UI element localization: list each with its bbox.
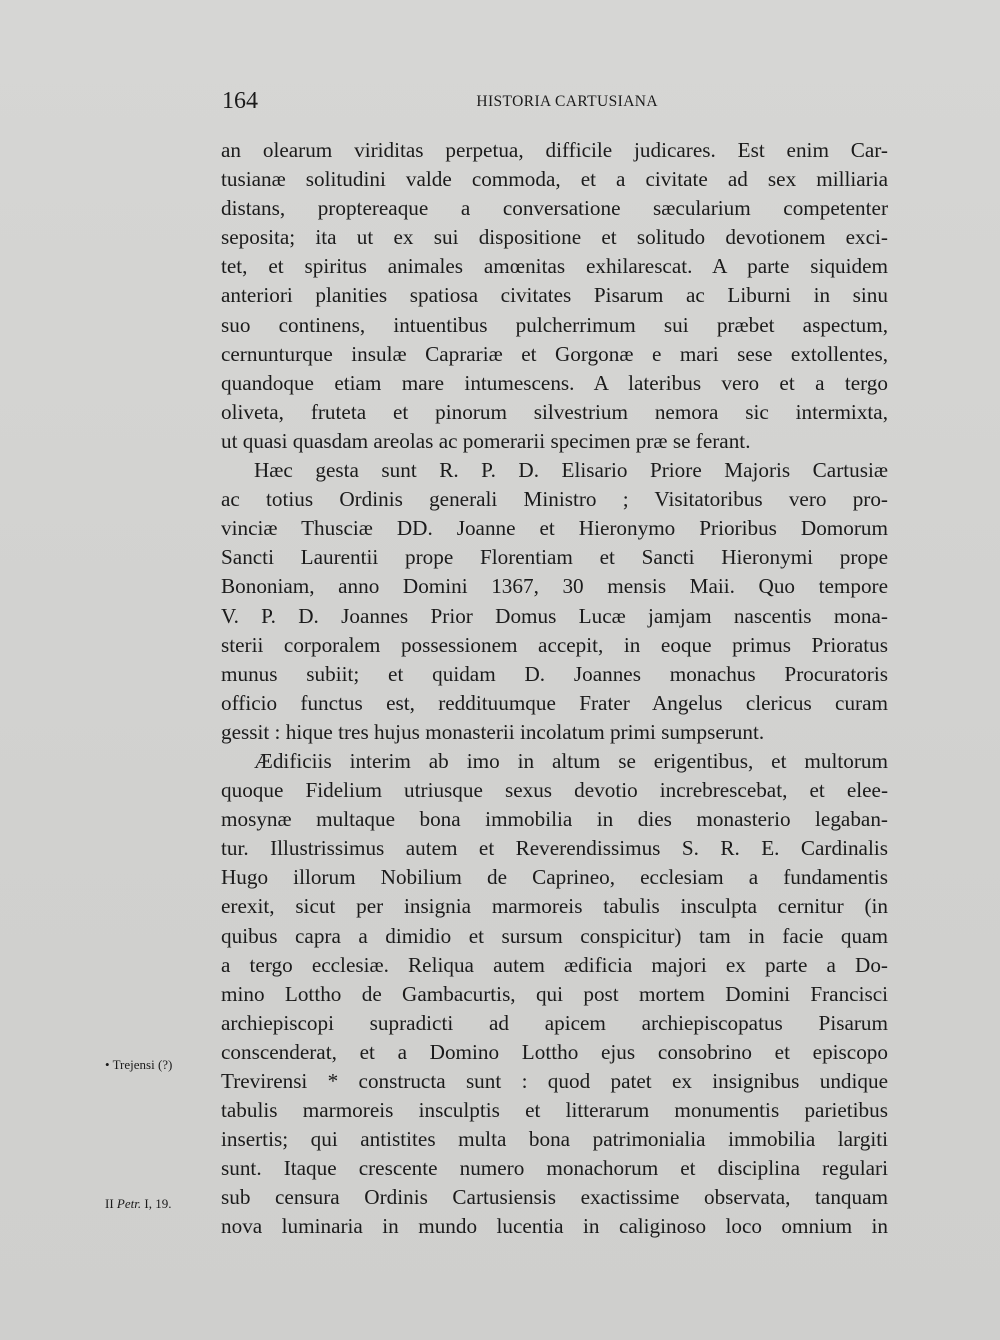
- running-head: HISTORIA CARTUSIANA: [476, 93, 658, 110]
- text-line: officio functus est, reddituumque Frater Angelus clericus curam: [221, 690, 888, 715]
- text-line: tabulis marmoreis insculptis et litterarum monumentis parietibus: [221, 1098, 888, 1123]
- text-line: erexit, sicut per insignia marmoreis tabulis insculpta cernitur (in: [221, 894, 888, 919]
- text-line: mosynæ multaque bona immobilia in dies monasterio legaban-: [221, 807, 888, 832]
- text-line: quibus capra a dimidio et sursum conspicitur) tam in facie quam: [221, 923, 888, 948]
- text-line: distans, proptereaque a conversatione sæcularium competenter: [221, 196, 888, 221]
- text-line: a tergo ecclesiæ. Reliqua autem ædificia majori ex parte a Do-: [221, 952, 888, 977]
- text-line: seposita; ita ut ex sui dispositione et solitudo devotionem exci-: [221, 225, 888, 250]
- text-line: gessit : hique tres hujus monasterii incolatum primi sumpserunt.: [221, 719, 765, 744]
- page-number: 164: [222, 88, 258, 114]
- text-line: sub censura Ordinis Cartusiensis exactissime observata, tanquam: [221, 1185, 888, 1210]
- margin-note-trejensi: • Trejensi (?): [105, 1057, 173, 1072]
- page-header: [222, 86, 658, 120]
- text-line: V. P. D. Joannes Prior Domus Lucæ jamjam nascentis mona-: [221, 603, 888, 628]
- text-line: an olearum viriditas perpetua, difficile judicares. Est enim Car-: [221, 138, 888, 162]
- text-line: Bononiam, anno Domini 1367, 30 mensis Maii. Quo tempore: [221, 574, 888, 599]
- text-line: Trevirensi * constructa sunt : quod patet ex insignibus undique: [221, 1069, 888, 1093]
- text-line: suo continens, intuentibus pulcherrimum sui præbet aspectum,: [221, 312, 888, 337]
- petr-prefix: II: [105, 1196, 117, 1211]
- text-line: quandoque etiam mare intumescens. A lateribus vero et a tergo: [221, 370, 888, 395]
- text-line: munus subiit; et quidam D. Joannes monachus Procuratoris: [221, 661, 888, 686]
- text-line: tusianæ solitudini valde commoda, et a civitate ad sex milliaria: [221, 167, 888, 192]
- text-line: sterii corporalem possessionem accepit, in eoque primus Prioratus: [221, 632, 888, 657]
- petr-book: Petr.: [116, 1196, 142, 1211]
- text-line: tet, et spiritus animales amœnitas exhilarescat. A parte siquidem: [221, 254, 888, 279]
- text-line: quoque Fidelium utriusque sexus devotio increbrescebat, et eleе-: [221, 778, 888, 803]
- text-line: insertis; qui antistites multa bona patrimonialia immobilia largiti: [221, 1127, 888, 1152]
- text-line: conscenderat, et a Domino Lottho ejus consobrino et episcopo: [221, 1039, 888, 1064]
- text-line: anteriori planities spatiosa civitates Pisarum ac Liburni in sinu: [221, 283, 888, 308]
- text-line: sunt. Itaque crescente numero monachorum et disciplina regulari: [221, 1156, 888, 1181]
- text-line: ac totius Ordinis generali Ministro ; Visitatoribus vero pro-: [221, 487, 888, 512]
- text-line: Hæc gesta sunt R. P. D. Elisario Priore Majoris Cartusiæ: [254, 458, 888, 483]
- text-line: cernunturque insulæ Caprariæ et Gorgonæ e mari sese extollentes,: [221, 341, 888, 366]
- text-line: Ædificiis interim ab imo in altum se erigentibus, et multorum: [254, 748, 888, 773]
- text-line: mino Lottho de Gambacurtis, qui post mortem Domini Francisci: [221, 981, 888, 1006]
- text-line: archiepiscopi supradicti ad apicem archiepiscopatus Pisarum: [221, 1010, 888, 1035]
- text-line: oliveta, fruteta et pinorum silvestrium nemora sic intermixta,: [221, 399, 888, 424]
- text-line: nova luminaria in mundo lucentia in caliginoso loco omnium in: [221, 1214, 888, 1239]
- text-line: ut quasi quasdam areolas ac pomerarii specimen præ se ferant.: [221, 428, 751, 453]
- margin-note-petr-reference: [105, 1195, 215, 1213]
- petr-ref: I, 19.: [141, 1196, 172, 1211]
- text-line: Hugo illorum Nobilium de Caprineo, ecclesiam a fundamentis: [221, 865, 888, 890]
- text-line: vinciæ Thusciæ DD. Joanne et Hieronymo Prioribus Domorum: [221, 516, 888, 541]
- text-line: Sancti Laurentii prope Florentiam et Sancti Hieronymi prope: [221, 545, 888, 570]
- text-line: tur. Illustrissimus autem et Reverendissimus S. R. E. Cardinalis: [221, 836, 888, 861]
- body-text: [221, 136, 888, 1242]
